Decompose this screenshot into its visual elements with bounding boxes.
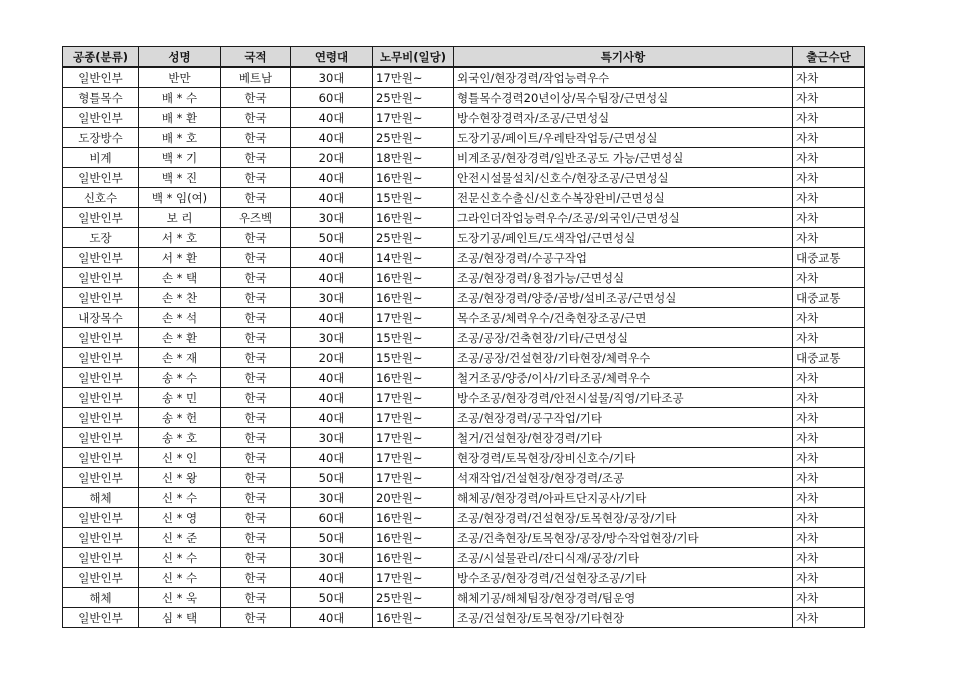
cell-age-group: 40대 — [291, 188, 373, 208]
cell-name: 손 * 석 — [139, 308, 221, 328]
cell-daily-wage: 15만원~ — [373, 348, 454, 368]
cell-trade: 일반인부 — [63, 368, 139, 388]
table-row — [63, 588, 865, 608]
header-name: 성명 — [139, 47, 221, 68]
cell-trade: 일반인부 — [63, 468, 139, 488]
cell-nationality: 한국 — [221, 228, 291, 248]
table-row — [63, 188, 865, 208]
cell-commute: 자차 — [793, 268, 865, 288]
table-row — [63, 448, 865, 468]
cell-commute: 자차 — [793, 408, 865, 428]
cell-age-group: 40대 — [291, 108, 373, 128]
cell-commute: 자차 — [793, 468, 865, 488]
cell-name: 신 * 수 — [139, 488, 221, 508]
worker-table — [62, 46, 865, 628]
cell-name: 배 * 호 — [139, 128, 221, 148]
table-row — [63, 108, 865, 128]
cell-commute: 자차 — [793, 88, 865, 108]
cell-name: 신 * 준 — [139, 528, 221, 548]
cell-trade: 일반인부 — [63, 408, 139, 428]
cell-trade: 일반인부 — [63, 448, 139, 468]
cell-name: 신 * 수 — [139, 548, 221, 568]
cell-commute: 자차 — [793, 448, 865, 468]
cell-commute: 자차 — [793, 108, 865, 128]
table-row — [63, 528, 865, 548]
cell-trade: 일반인부 — [63, 608, 139, 628]
cell-trade: 일반인부 — [63, 428, 139, 448]
cell-age-group: 20대 — [291, 348, 373, 368]
cell-age-group: 40대 — [291, 568, 373, 588]
cell-name: 송 * 민 — [139, 388, 221, 408]
cell-nationality: 한국 — [221, 268, 291, 288]
cell-trade: 일반인부 — [63, 288, 139, 308]
cell-daily-wage: 16만원~ — [373, 528, 454, 548]
table-row — [63, 88, 865, 108]
cell-nationality: 한국 — [221, 388, 291, 408]
cell-trade: 해체 — [63, 588, 139, 608]
cell-notes: 조공/공장/건축현장/기타/근면성실 — [454, 328, 793, 348]
cell-nationality: 베트남 — [221, 67, 291, 88]
cell-trade: 일반인부 — [63, 328, 139, 348]
cell-nationality: 한국 — [221, 328, 291, 348]
cell-trade: 일반인부 — [63, 67, 139, 88]
cell-nationality: 한국 — [221, 568, 291, 588]
cell-age-group: 40대 — [291, 168, 373, 188]
cell-commute: 자차 — [793, 508, 865, 528]
cell-notes: 철거/건설현장/현장경력/기타 — [454, 428, 793, 448]
cell-nationality: 한국 — [221, 548, 291, 568]
worker-roster-sheet — [62, 46, 864, 628]
cell-daily-wage: 17만원~ — [373, 108, 454, 128]
cell-notes: 형틀목수경력20년이상/목수팀장/근면성실 — [454, 88, 793, 108]
table-row — [63, 67, 865, 88]
header-commute: 출근수단 — [793, 47, 865, 68]
cell-commute: 자차 — [793, 188, 865, 208]
cell-age-group: 40대 — [291, 608, 373, 628]
cell-trade: 일반인부 — [63, 568, 139, 588]
cell-commute: 자차 — [793, 588, 865, 608]
cell-commute: 자차 — [793, 388, 865, 408]
table-row — [63, 148, 865, 168]
cell-name: 송 * 수 — [139, 368, 221, 388]
cell-name: 서 * 환 — [139, 248, 221, 268]
cell-name: 심 * 택 — [139, 608, 221, 628]
cell-name: 백 * 진 — [139, 168, 221, 188]
cell-notes: 석재작업/건설현장/현장경력/조공 — [454, 468, 793, 488]
table-row — [63, 548, 865, 568]
cell-nationality: 한국 — [221, 108, 291, 128]
cell-name: 신 * 영 — [139, 508, 221, 528]
cell-notes: 방수현장경력자/조공/근면성실 — [454, 108, 793, 128]
cell-commute: 자차 — [793, 428, 865, 448]
cell-name: 배 * 수 — [139, 88, 221, 108]
table-row — [63, 488, 865, 508]
cell-age-group: 60대 — [291, 508, 373, 528]
cell-name: 손 * 찬 — [139, 288, 221, 308]
table-row — [63, 408, 865, 428]
cell-daily-wage: 16만원~ — [373, 288, 454, 308]
table-row — [63, 308, 865, 328]
table-row — [63, 368, 865, 388]
cell-trade: 일반인부 — [63, 248, 139, 268]
cell-notes: 전문신호수출신/신호수복장완비/근면성실 — [454, 188, 793, 208]
cell-trade: 신호수 — [63, 188, 139, 208]
cell-commute: 자차 — [793, 528, 865, 548]
cell-commute: 자차 — [793, 128, 865, 148]
cell-age-group: 30대 — [291, 548, 373, 568]
cell-notes: 조공/시설물관리/잔디식재/공장/기타 — [454, 548, 793, 568]
cell-daily-wage: 17만원~ — [373, 408, 454, 428]
cell-nationality: 한국 — [221, 508, 291, 528]
cell-commute: 자차 — [793, 488, 865, 508]
cell-trade: 도장 — [63, 228, 139, 248]
cell-commute: 자차 — [793, 548, 865, 568]
cell-daily-wage: 16만원~ — [373, 608, 454, 628]
cell-age-group: 40대 — [291, 308, 373, 328]
table-row — [63, 608, 865, 628]
cell-age-group: 30대 — [291, 67, 373, 88]
cell-commute: 대중교통 — [793, 348, 865, 368]
cell-name: 손 * 환 — [139, 328, 221, 348]
cell-daily-wage: 16만원~ — [373, 368, 454, 388]
cell-trade: 일반인부 — [63, 548, 139, 568]
cell-nationality: 한국 — [221, 468, 291, 488]
cell-notes: 조공/공장/건설현장/기타현장/체력우수 — [454, 348, 793, 368]
cell-notes: 조공/현장경력/공구작업/기타 — [454, 408, 793, 428]
cell-age-group: 30대 — [291, 488, 373, 508]
cell-daily-wage: 20만원~ — [373, 488, 454, 508]
cell-nationality: 한국 — [221, 88, 291, 108]
cell-trade: 일반인부 — [63, 168, 139, 188]
cell-daily-wage: 14만원~ — [373, 248, 454, 268]
cell-nationality: 한국 — [221, 428, 291, 448]
cell-nationality: 한국 — [221, 308, 291, 328]
table-row — [63, 388, 865, 408]
cell-daily-wage: 25만원~ — [373, 228, 454, 248]
cell-trade: 해체 — [63, 488, 139, 508]
cell-daily-wage: 17만원~ — [373, 428, 454, 448]
cell-daily-wage: 15만원~ — [373, 328, 454, 348]
cell-commute: 자차 — [793, 328, 865, 348]
cell-notes: 조공/현장경력/용접가능/근면성실 — [454, 268, 793, 288]
table-row — [63, 228, 865, 248]
cell-age-group: 40대 — [291, 128, 373, 148]
cell-age-group: 50대 — [291, 528, 373, 548]
cell-nationality: 한국 — [221, 348, 291, 368]
cell-nationality: 한국 — [221, 168, 291, 188]
cell-daily-wage: 16만원~ — [373, 208, 454, 228]
cell-notes: 그라인더작업능력우수/조공/외국인/근면성실 — [454, 208, 793, 228]
table-row — [63, 348, 865, 368]
cell-notes: 목수조공/체력우수/건축현장조공/근면 — [454, 308, 793, 328]
cell-name: 보 리 — [139, 208, 221, 228]
cell-nationality: 한국 — [221, 248, 291, 268]
cell-nationality: 한국 — [221, 588, 291, 608]
cell-nationality: 한국 — [221, 528, 291, 548]
cell-age-group: 40대 — [291, 408, 373, 428]
cell-name: 백 * 기 — [139, 148, 221, 168]
cell-name: 신 * 수 — [139, 568, 221, 588]
table-row — [63, 248, 865, 268]
cell-notes: 조공/건축현장/토목현장/공장/방수작업현장/기타 — [454, 528, 793, 548]
cell-daily-wage: 17만원~ — [373, 568, 454, 588]
table-row — [63, 568, 865, 588]
cell-age-group: 50대 — [291, 588, 373, 608]
cell-nationality: 한국 — [221, 128, 291, 148]
cell-notes: 외국인/현장경력/작업능력우수 — [454, 67, 793, 88]
cell-notes: 현장경력/토목현장/장비신호수/기타 — [454, 448, 793, 468]
cell-daily-wage: 25만원~ — [373, 88, 454, 108]
cell-age-group: 30대 — [291, 428, 373, 448]
cell-commute: 자차 — [793, 148, 865, 168]
cell-commute: 대중교통 — [793, 288, 865, 308]
cell-name: 송 * 호 — [139, 428, 221, 448]
cell-name: 송 * 헌 — [139, 408, 221, 428]
cell-nationality: 한국 — [221, 368, 291, 388]
cell-age-group: 20대 — [291, 148, 373, 168]
cell-name: 백 * 임(여) — [139, 188, 221, 208]
cell-daily-wage: 17만원~ — [373, 388, 454, 408]
cell-age-group: 50대 — [291, 468, 373, 488]
cell-notes: 해체기공/해체팀장/현장경력/팀운영 — [454, 588, 793, 608]
cell-trade: 일반인부 — [63, 108, 139, 128]
cell-trade: 비계 — [63, 148, 139, 168]
cell-notes: 해체공/현장경력/아파트단지공사/기타 — [454, 488, 793, 508]
cell-nationality: 한국 — [221, 488, 291, 508]
cell-daily-wage: 17만원~ — [373, 308, 454, 328]
cell-daily-wage: 17만원~ — [373, 448, 454, 468]
cell-notes: 도장기공/페이트/우레탄작업등/근면성실 — [454, 128, 793, 148]
cell-daily-wage: 17만원~ — [373, 468, 454, 488]
cell-notes: 조공/건설현장/토목현장/기타현장 — [454, 608, 793, 628]
cell-notes: 비계조공/현장경력/일반조공도 가능/근면성실 — [454, 148, 793, 168]
table-row — [63, 288, 865, 308]
cell-commute: 자차 — [793, 228, 865, 248]
cell-age-group: 30대 — [291, 208, 373, 228]
cell-daily-wage: 18만원~ — [373, 148, 454, 168]
table-row — [63, 428, 865, 448]
cell-name: 반만 — [139, 67, 221, 88]
cell-commute: 자차 — [793, 368, 865, 388]
cell-commute: 자차 — [793, 568, 865, 588]
table-row — [63, 328, 865, 348]
cell-daily-wage: 16만원~ — [373, 508, 454, 528]
cell-daily-wage: 15만원~ — [373, 188, 454, 208]
cell-name: 손 * 택 — [139, 268, 221, 288]
cell-daily-wage: 25만원~ — [373, 588, 454, 608]
cell-nationality: 한국 — [221, 408, 291, 428]
cell-daily-wage: 17만원~ — [373, 67, 454, 88]
cell-age-group: 60대 — [291, 88, 373, 108]
header-row — [63, 47, 865, 68]
cell-commute: 자차 — [793, 608, 865, 628]
cell-trade: 일반인부 — [63, 388, 139, 408]
cell-nationality: 한국 — [221, 288, 291, 308]
cell-commute: 자차 — [793, 168, 865, 188]
cell-notes: 도장기공/페인트/도색작업/근면성실 — [454, 228, 793, 248]
cell-notes: 조공/현장경력/양중/곰방/설비조공/근면성실 — [454, 288, 793, 308]
table-row — [63, 508, 865, 528]
cell-name: 신 * 왕 — [139, 468, 221, 488]
cell-commute: 자차 — [793, 67, 865, 88]
cell-age-group: 40대 — [291, 368, 373, 388]
table-row — [63, 468, 865, 488]
cell-daily-wage: 16만원~ — [373, 268, 454, 288]
table-row — [63, 128, 865, 148]
cell-notes: 안전시설물설치/신호수/현장조공/근면성실 — [454, 168, 793, 188]
cell-age-group: 50대 — [291, 228, 373, 248]
cell-name: 신 * 인 — [139, 448, 221, 468]
cell-nationality: 우즈벡 — [221, 208, 291, 228]
table-row — [63, 268, 865, 288]
cell-trade: 일반인부 — [63, 508, 139, 528]
header-trade: 공종(분류) — [63, 47, 139, 68]
cell-trade: 일반인부 — [63, 528, 139, 548]
cell-name: 손 * 재 — [139, 348, 221, 368]
cell-trade: 내장목수 — [63, 308, 139, 328]
cell-nationality: 한국 — [221, 148, 291, 168]
cell-trade: 일반인부 — [63, 268, 139, 288]
cell-notes: 철거조공/양중/이사/기타조공/체력우수 — [454, 368, 793, 388]
header-nationality: 국적 — [221, 47, 291, 68]
cell-commute: 자차 — [793, 308, 865, 328]
cell-notes: 방수조공/현장경력/안전시설물/직영/기타조공 — [454, 388, 793, 408]
cell-age-group: 40대 — [291, 268, 373, 288]
cell-notes: 조공/현장경력/수공구작업 — [454, 248, 793, 268]
cell-trade: 일반인부 — [63, 348, 139, 368]
cell-age-group: 30대 — [291, 328, 373, 348]
header-daily-wage: 노무비(일당) — [373, 47, 454, 68]
cell-nationality: 한국 — [221, 608, 291, 628]
cell-notes: 조공/현장경력/건설현장/토목현장/공장/기타 — [454, 508, 793, 528]
header-notes: 특기사항 — [454, 47, 793, 68]
cell-notes: 방수조공/현장경력/건설현장조공/기타 — [454, 568, 793, 588]
cell-trade: 일반인부 — [63, 208, 139, 228]
cell-trade: 도장방수 — [63, 128, 139, 148]
cell-age-group: 40대 — [291, 248, 373, 268]
cell-age-group: 40대 — [291, 388, 373, 408]
cell-daily-wage: 16만원~ — [373, 168, 454, 188]
cell-daily-wage: 25만원~ — [373, 128, 454, 148]
header-age-group: 연령대 — [291, 47, 373, 68]
cell-nationality: 한국 — [221, 448, 291, 468]
cell-name: 신 * 욱 — [139, 588, 221, 608]
cell-commute: 자차 — [793, 208, 865, 228]
cell-trade: 형틀목수 — [63, 88, 139, 108]
table-row — [63, 168, 865, 188]
cell-age-group: 40대 — [291, 448, 373, 468]
cell-name: 서 * 호 — [139, 228, 221, 248]
cell-daily-wage: 16만원~ — [373, 548, 454, 568]
cell-name: 배 * 환 — [139, 108, 221, 128]
cell-age-group: 30대 — [291, 288, 373, 308]
table-row — [63, 208, 865, 228]
cell-nationality: 한국 — [221, 188, 291, 208]
cell-commute: 대중교통 — [793, 248, 865, 268]
